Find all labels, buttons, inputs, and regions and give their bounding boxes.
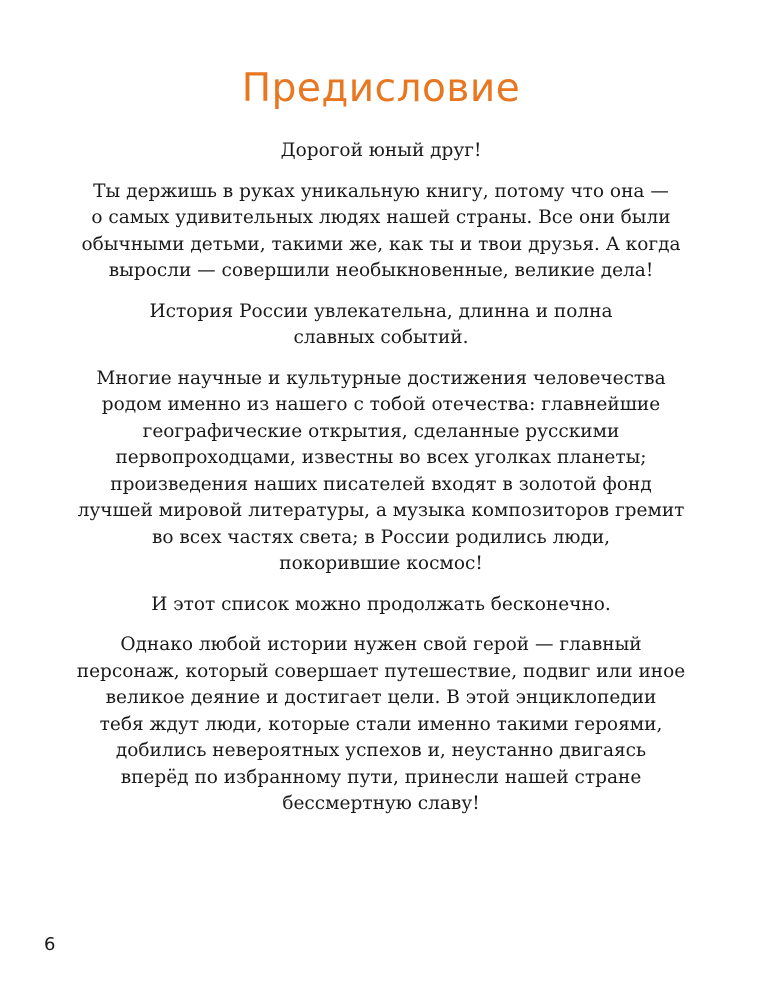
paragraph-history bbox=[60, 299, 702, 352]
text-line: вперёд по избранному пути, принесли нашей стране bbox=[120, 766, 642, 788]
text-line: Ты держишь в руках уникальную книгу, потому что она — bbox=[93, 180, 669, 202]
text-line: покорившие космос! bbox=[279, 553, 483, 574]
preface-body bbox=[60, 138, 702, 832]
text-line: Дорогой юный друг! bbox=[280, 140, 482, 161]
text-line: первопроходцами, известны во всех уголках планеты; bbox=[115, 447, 647, 468]
text-line: Однако любой истории нужен свой герой — главный bbox=[120, 634, 642, 655]
text-line: бессмертную славу! bbox=[282, 793, 480, 814]
paragraph-greeting bbox=[60, 138, 702, 165]
text-line: славных событий. bbox=[293, 327, 469, 348]
text-line: великое деяние и достигает цели. В этой энциклопедии bbox=[105, 687, 657, 708]
text-line: во всех частях света; в России родились люди, bbox=[151, 526, 611, 548]
text-line: обычными детьми, такими же, как ты и твои друзья. А когда bbox=[81, 233, 681, 255]
paragraph-list bbox=[60, 592, 702, 619]
page-title: Предисловие bbox=[241, 66, 521, 111]
text-line: тебя ждут люди, которые стали именно такими героями, bbox=[99, 713, 663, 735]
paragraph-heroes bbox=[60, 632, 702, 818]
paragraph-achievements bbox=[60, 366, 702, 578]
text-line: персонаж, который совершает путешествие, подвиг или иное bbox=[76, 660, 686, 682]
text-line: произведения наших писателей входят в золотой фонд bbox=[110, 473, 652, 495]
text-line: географические открытия, сделанные русскими bbox=[142, 420, 620, 442]
text-line: выросли — совершили необыкновенные, великие дела! bbox=[108, 260, 654, 281]
text-line: добились невероятных успехов и, неустанно двигаясь bbox=[115, 740, 647, 761]
text-line: История России увлекательна, длинна и полна bbox=[149, 300, 613, 322]
text-line: о самых удивительных людях нашей страны. Все они были bbox=[91, 207, 671, 228]
page-number: 6 bbox=[44, 934, 56, 955]
text-line: лучшей мировой литературы, а музыка композиторов гремит bbox=[77, 500, 685, 521]
text-line: И этот список можно продолжать бесконечно. bbox=[151, 593, 611, 615]
paragraph-intro bbox=[60, 179, 702, 285]
text-line: родом именно из нашего с тобой отечества: главнейшие bbox=[101, 394, 661, 415]
text-line: Многие научные и культурные достижения человечества bbox=[96, 367, 666, 389]
